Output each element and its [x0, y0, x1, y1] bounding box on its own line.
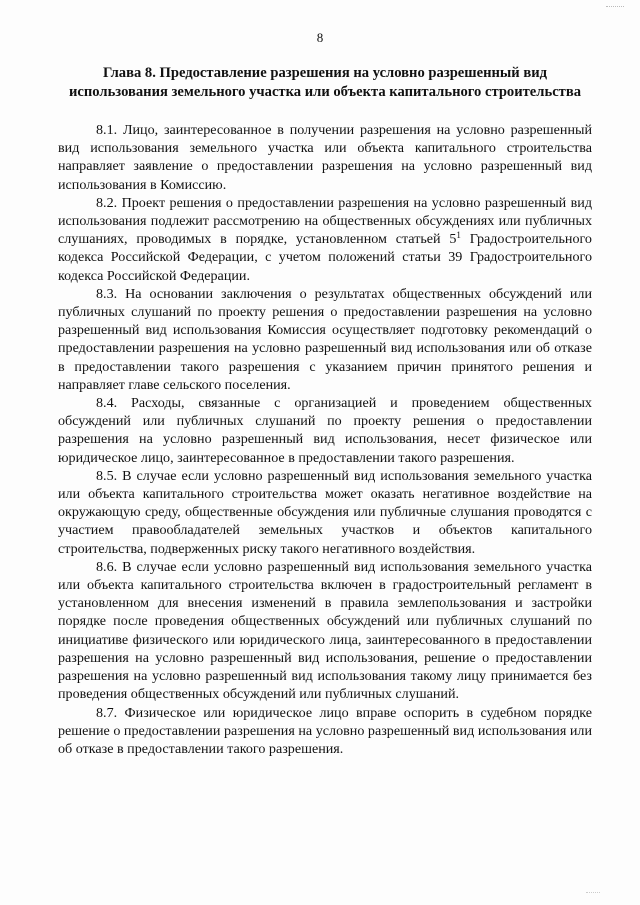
superscript-article-index: 1 [456, 230, 461, 241]
chapter-title: Глава 8. Предоставление разрешения на условно разрешенный вид использования земельного участка или объекта капитального строительства [68, 65, 582, 100]
paragraph-8-2 [58, 194, 592, 285]
paragraph-8-6 [58, 558, 592, 704]
paragraph-8-3 [58, 285, 592, 394]
paragraph-text: В случае если условно разрешенный вид использования земельного участка или объекта капитального строительства включен в градостроительный регламент в установленном для внесения изменений в правила землепользования и застройки порядке после проведения общественных обсуждений или публичных слушаний по инициативе физического или юридического лица, заинтересованного в предоставлении разрешения на условно разрешенный вид использования, решение о предоставлении разрешения на условно разрешенный вид использования такому лицу принимается без проведения общественных обсуждений или публичных слушаний. [58, 558, 592, 703]
paragraph-text: Расходы, связанные с организацией и проведением общественных обсуждений или публичных слушаний по проекту решения о предоставлении разрешения на условно разрешенный вид использования, несет физическое или юридическое лицо, заинтересованное в предоставлении такого разрешения. [58, 395, 592, 466]
paragraph-number: 8.7. [96, 704, 118, 721]
document-body [58, 121, 592, 758]
paragraph-number: 8.4. [96, 395, 118, 412]
paragraph-number: 8.3. [96, 285, 118, 302]
paragraph-text: На основании заключения о результатах общественных обсуждений или публичных слушаний по проекту решения о предоставлении разрешения на условно разрешенный вид использования Комиссия осуществляет подготовку рекомендаций о предоставлении разрешения на условно разрешенный вид использования или об отказе в предоставлении такого разрешения с указанием причин принятого решения и направляет главе сельского поселения. [58, 285, 593, 393]
paragraph-number: 8.2. [96, 194, 118, 211]
scan-artifact-mark [586, 888, 600, 893]
paragraph-8-7 [58, 704, 592, 759]
paragraph-text-continued: Градостроительного кодекса Российской Федерации, с учетом положений статьи 39 Градостроительного кодекса Российской Федерации. [58, 231, 592, 284]
paragraph-8-5 [58, 467, 592, 558]
paragraph-8-4 [58, 394, 592, 467]
paragraph-text: Лицо, заинтересованное в получении разрешения на условно разрешенный вид использования земельного участка или объекта капитального строительства направляет заявление о предоставлении разрешения на условно разрешенный вид использования в Комиссию. [58, 122, 592, 193]
paragraph-text: Проект решения о предоставлении разрешения на условно разрешенный вид использования подлежит рассмотрению на общественных обсуждениях или публичных слушаниях, проводимых в порядке, установленном статьей 5 [58, 194, 593, 248]
paragraph-number: 8.1. [96, 122, 118, 138]
scan-artifact-mark [606, 0, 624, 7]
paragraph-text: Физическое или юридическое лицо вправе оспорить в судебном порядке решение о предоставлении разрешения на условно разрешенный вид использования или об отказе в предоставлении такого разрешения. [58, 704, 592, 757]
paragraph-text: В случае если условно разрешенный вид использования земельного участка или объекта капитального строительства может оказать негативное воздействие на окружающую среду, общественные обсуждения или публичные слушания проводятся с участием правообладателей земельных участков и объектов капитального строительства, подверженных риску такого негативного воздействия. [58, 467, 592, 557]
paragraph-8-1 [58, 121, 592, 194]
paragraph-number: 8.5. [96, 467, 118, 484]
page-number: 8 [316, 30, 324, 45]
paragraph-number: 8.6. [96, 558, 118, 575]
